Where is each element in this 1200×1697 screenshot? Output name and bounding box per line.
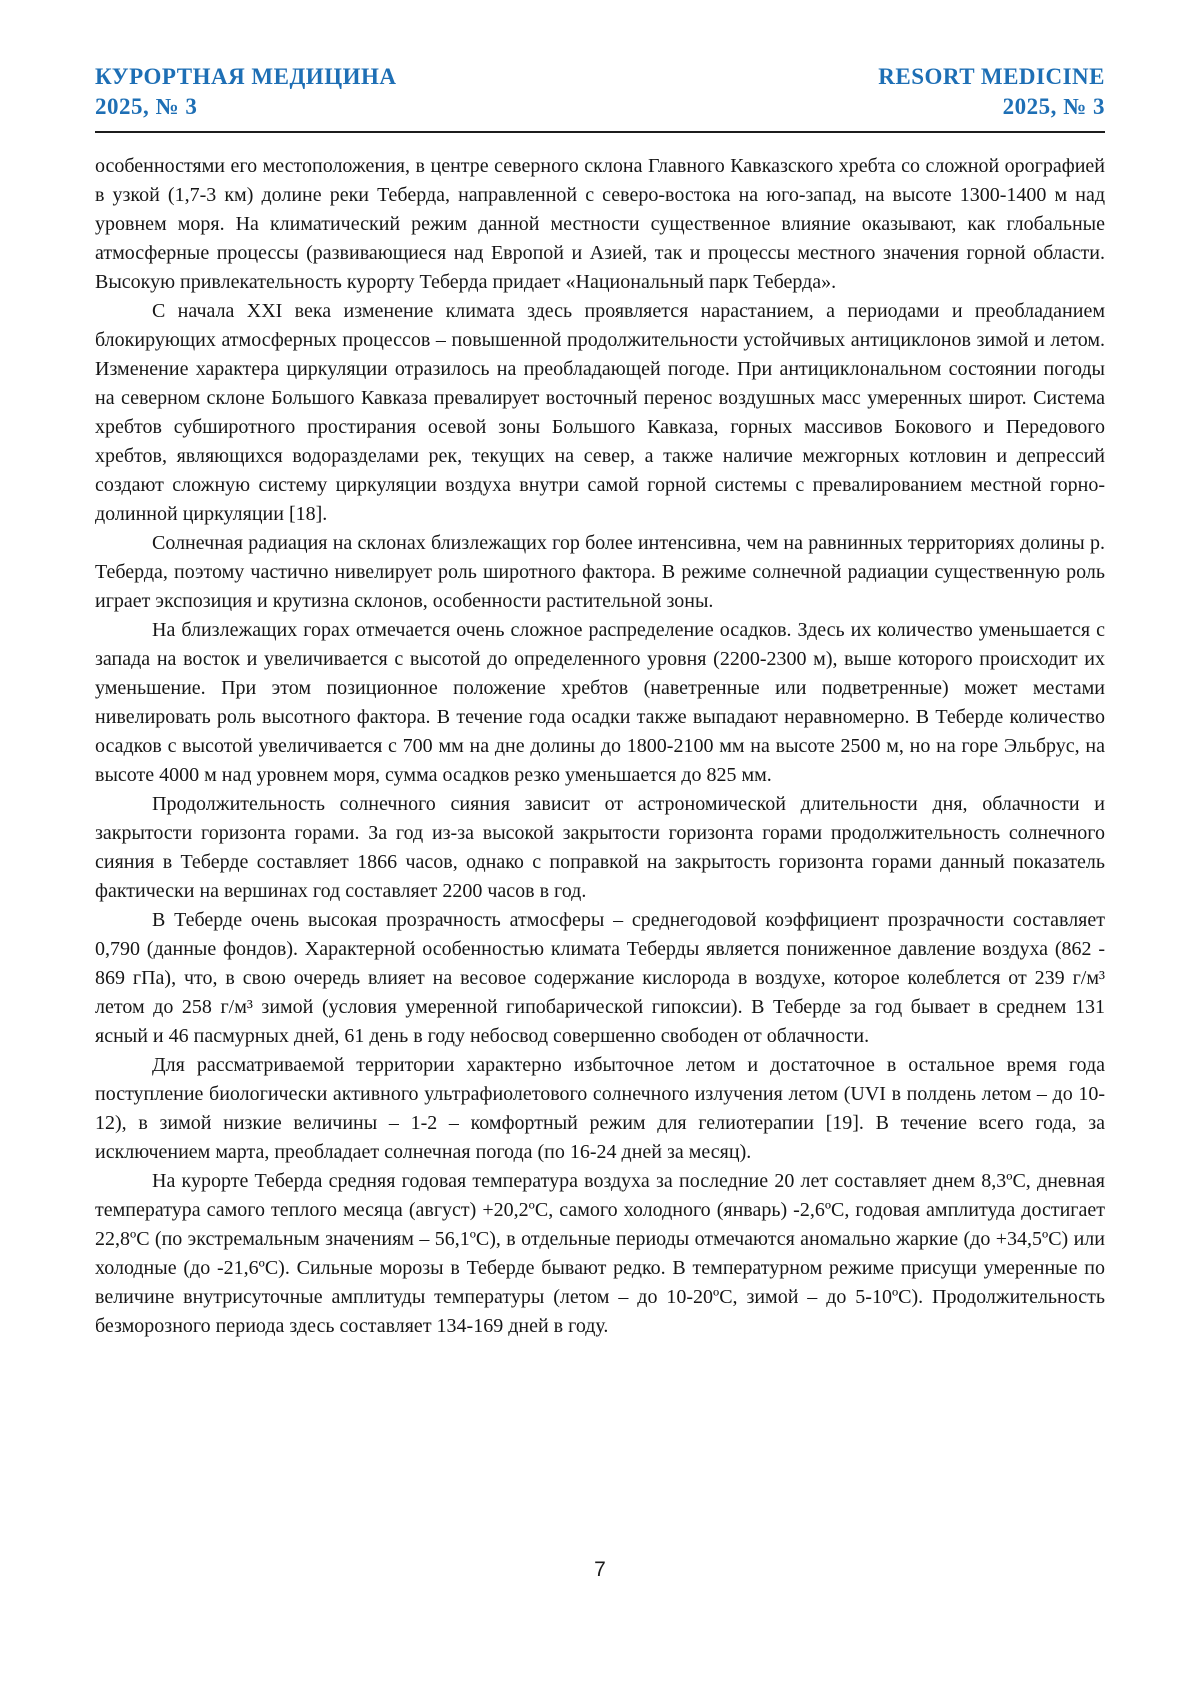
paragraph: Солнечная радиация на склонах близлежащих гор более интенсивна, чем на равнинных территориях долины р. Теберда, поэтому частично нивелирует роль широтного фактора. В режиме солнечной радиации существенную роль играет экспозиция и крутизна склонов, особенности растительной зоны. — [95, 532, 1105, 612]
paragraph: Для рассматриваемой территории характерно избыточное летом и достаточное в остальное время года поступление биологически активного ультрафиолетового солнечного излучения летом (UVI в полдень летом – до 10-12), в зимой низкие величины – 1-2 – комфортный режим для гелиотерапии [19]. В течение всего года, за исключением марта, преобладает солнечная погода (по 16-24 дней за месяц). — [95, 1054, 1105, 1163]
page-number: 7 — [594, 1558, 606, 1581]
header-row — [95, 62, 1105, 122]
header-divider — [95, 131, 1105, 133]
paragraph-continuation: особенностями его местоположения, в центре северного склона Главного Кавказского хребта со сложной орографией в узкой (1,7-3 км) долине реки Теберда, направленной с северо-востока на юго-запад, на высоте 1300-1400 м над уровнем моря. На климатический режим данной местности существенное влияние оказывают, как глобальные атмосферные процессы (развивающиеся над Европой и Азией, так и процессы местного значения горной области. Высокую привлекательность курорту Теберда придает «Национальный парк Теберда». — [95, 155, 1105, 293]
journal-title-en: RESORT MEDICINE — [878, 64, 1105, 89]
journal-issue-en: 2025, № 3 — [1002, 94, 1105, 119]
journal-title-ru: КУРОРТНАЯ МЕДИЦИНА — [95, 64, 397, 89]
paragraph: В Теберде очень высокая прозрачность атмосферы – среднегодовой коэффициент прозрачности составляет 0,790 (данные фондов). Характерной особенностью климата Теберды является пониженное давление воздуха (862 - 869 гПа), что, в свою очередь влияет на весовое содержание кислорода в воздухе, которое колеблется от 239 г/м³ летом до 258 г/м³ зимой (условия умеренной гипобарической гипоксии). В Теберде за год бывает в среднем 131 ясный и 46 пасмурных дней, 61 день в году небосвод совершенно свободен от облачности. — [95, 909, 1105, 1047]
journal-issue-ru: 2025, № 3 — [95, 94, 198, 119]
header-right — [878, 62, 1105, 122]
article-body — [95, 152, 1105, 1341]
paragraph: Продолжительность солнечного сияния зависит от астрономической длительности дня, облачности и закрытости горизонта горами. За год из-за высокой закрытости горизонта горами продолжительность солнечного сияния в Теберде составляет 1866 часов, однако с поправкой на закрытость горизонта горами данный показатель фактически на вершинах год составляет 2200 часов в год. — [95, 793, 1105, 902]
header-left — [95, 62, 396, 122]
page-header — [95, 62, 1105, 133]
paragraph: На близлежащих горах отмечается очень сложное распределение осадков. Здесь их количество уменьшается с запада на восток и увеличивается с высотой до определенного уровня (2200-2300 м), выше которого происходит их уменьшение. При этом позиционное положение хребтов (наветренные или подветренные) может местами нивелировать роль высотного фактора. В течение года осадки также выпадают неравномерно. В Теберде количество осадков с высотой увеличивается с 700 мм на дне долины до 1800-2100 мм на высоте 2500 м, но на горе Эльбрус, на высоте 4000 м над уровнем моря, сумма осадков резко уменьшается до 825 мм. — [95, 619, 1105, 786]
paragraph: С начала XXI века изменение климата здесь проявляется нарастанием, а периодами и преобладанием блокирующих атмосферных процессов – повышенной продолжительности устойчивых антициклонов зимой и летом. Изменение характера циркуляции отразилось на преобладающей погоде. При антициклональном состоянии погоды на северном склоне Большого Кавказа превалирует восточный перенос воздушных масс умеренных широт. Система хребтов субширотного простирания осевой зоны Большого Кавказа, горных массивов Бокового и Передового хребтов, являющихся водоразделами рек, текущих на север, а также наличие межгорных котловин и депрессий создают сложную систему циркуляции воздуха внутри самой горной системы с превалированием местной горно-долинной циркуляции [18]. — [95, 300, 1105, 525]
paragraph: На курорте Теберда средняя годовая температура воздуха за последние 20 лет составляет днем 8,3ºС, дневная температура самого теплого месяца (август) +20,2ºС, самого холодного (январь) -2,6ºС, годовая амплитуда достигает 22,8ºС (по экстремальным значениям – 56,1ºС), в отдельные периоды отмечаются аномально жаркие (до +34,5ºС) или холодные (до -21,6ºС). Сильные морозы в Теберде бывают редко. В температурном режиме присущи умеренные по величине внутрисуточные амплитуды температуры (летом – до 10-20ºС, зимой – до 5-10ºС). Продолжительность безморозного периода здесь составляет 134-169 дней в году. — [95, 1170, 1105, 1337]
